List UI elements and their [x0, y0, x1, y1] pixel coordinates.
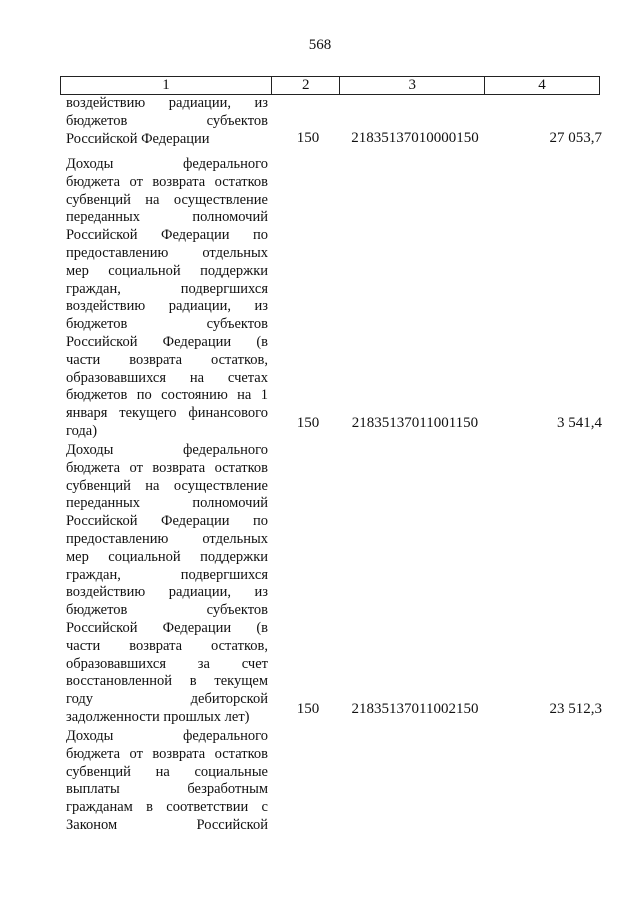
- description-line: бюджета от возврата остатков: [66, 173, 268, 190]
- page-number: 568: [308, 37, 332, 53]
- description-line: бюджетов субъектов: [66, 112, 268, 129]
- description-line: Российской Федерации: [66, 130, 210, 147]
- description-line: Доходы федерального: [66, 728, 268, 744]
- amount: 23 512,3: [549, 701, 602, 717]
- description-line: января текущего финансового: [66, 405, 268, 422]
- table-header: [60, 76, 600, 95]
- description-line: граждан, подвергшихся: [66, 280, 268, 297]
- description-line: Российской Федерации по: [66, 513, 268, 530]
- header-col-3: 3: [340, 77, 485, 95]
- admin-code: 150: [296, 701, 320, 717]
- budget-code: 21835137011002150: [351, 701, 479, 717]
- description-line: году дебиторской: [66, 691, 268, 708]
- description-line: предоставлению отдельных: [66, 530, 268, 547]
- description-line: Российской Федерации (в: [66, 333, 268, 350]
- description-line: субвенций на социальные: [66, 763, 268, 780]
- row-description: [66, 95, 268, 148]
- description-line: образовавшихся на счетах: [66, 369, 268, 386]
- description-line: бюджетов по состоянию на 1: [66, 387, 268, 404]
- description-line: переданных полномочий: [66, 209, 268, 226]
- description-line: Доходы федерального: [66, 442, 268, 458]
- description-line: года): [66, 422, 98, 439]
- description-line: образовавшихся за счет: [66, 655, 268, 672]
- description-line: Российской Федерации по: [66, 227, 268, 244]
- description-line: части возврата остатков,: [66, 351, 268, 368]
- amount: 3 541,4: [557, 415, 602, 431]
- description-line: выплаты безработным: [66, 781, 268, 798]
- row-description: [66, 156, 268, 441]
- description-line: Законом Российской: [66, 816, 268, 833]
- description-line: части возврата остатков,: [66, 637, 268, 654]
- description-line: мер социальной поддержки: [66, 262, 268, 279]
- description-line: Доходы федерального: [66, 156, 268, 172]
- description-line: мер социальной поддержки: [66, 548, 268, 565]
- description-line: бюджетов субъектов: [66, 602, 268, 619]
- budget-code: 21835137010000150: [351, 130, 479, 146]
- description-line: предоставлению отдельных: [66, 244, 268, 261]
- header-col-4: 4: [485, 77, 600, 95]
- description-line: восстановленной в текущем: [66, 673, 268, 690]
- description-line: бюджета от возврата остатков: [66, 745, 268, 762]
- description-line: воздействию радиации, из: [66, 95, 268, 111]
- admin-code: 150: [296, 130, 320, 146]
- amount: 27 053,7: [549, 130, 602, 146]
- budget-code: 21835137011001150: [351, 415, 479, 431]
- description-line: бюджета от возврата остатков: [66, 459, 268, 476]
- description-line: задолженности прошлых лет): [66, 708, 250, 725]
- description-line: переданных полномочий: [66, 495, 268, 512]
- row-description: [66, 728, 268, 835]
- row-description: [66, 442, 268, 727]
- description-line: субвенций на осуществление: [66, 477, 268, 494]
- description-line: воздействию радиации, из: [66, 298, 268, 315]
- description-line: воздействию радиации, из: [66, 584, 268, 601]
- description-line: граждан, подвергшихся: [66, 566, 268, 583]
- header-col-1: 1: [61, 77, 272, 95]
- description-line: субвенций на осуществление: [66, 191, 268, 208]
- description-line: Российской Федерации (в: [66, 619, 268, 636]
- description-line: бюджетов субъектов: [66, 316, 268, 333]
- description-line: гражданам в соответствии с: [66, 799, 268, 816]
- admin-code: 150: [296, 415, 320, 431]
- header-col-2: 2: [271, 77, 339, 95]
